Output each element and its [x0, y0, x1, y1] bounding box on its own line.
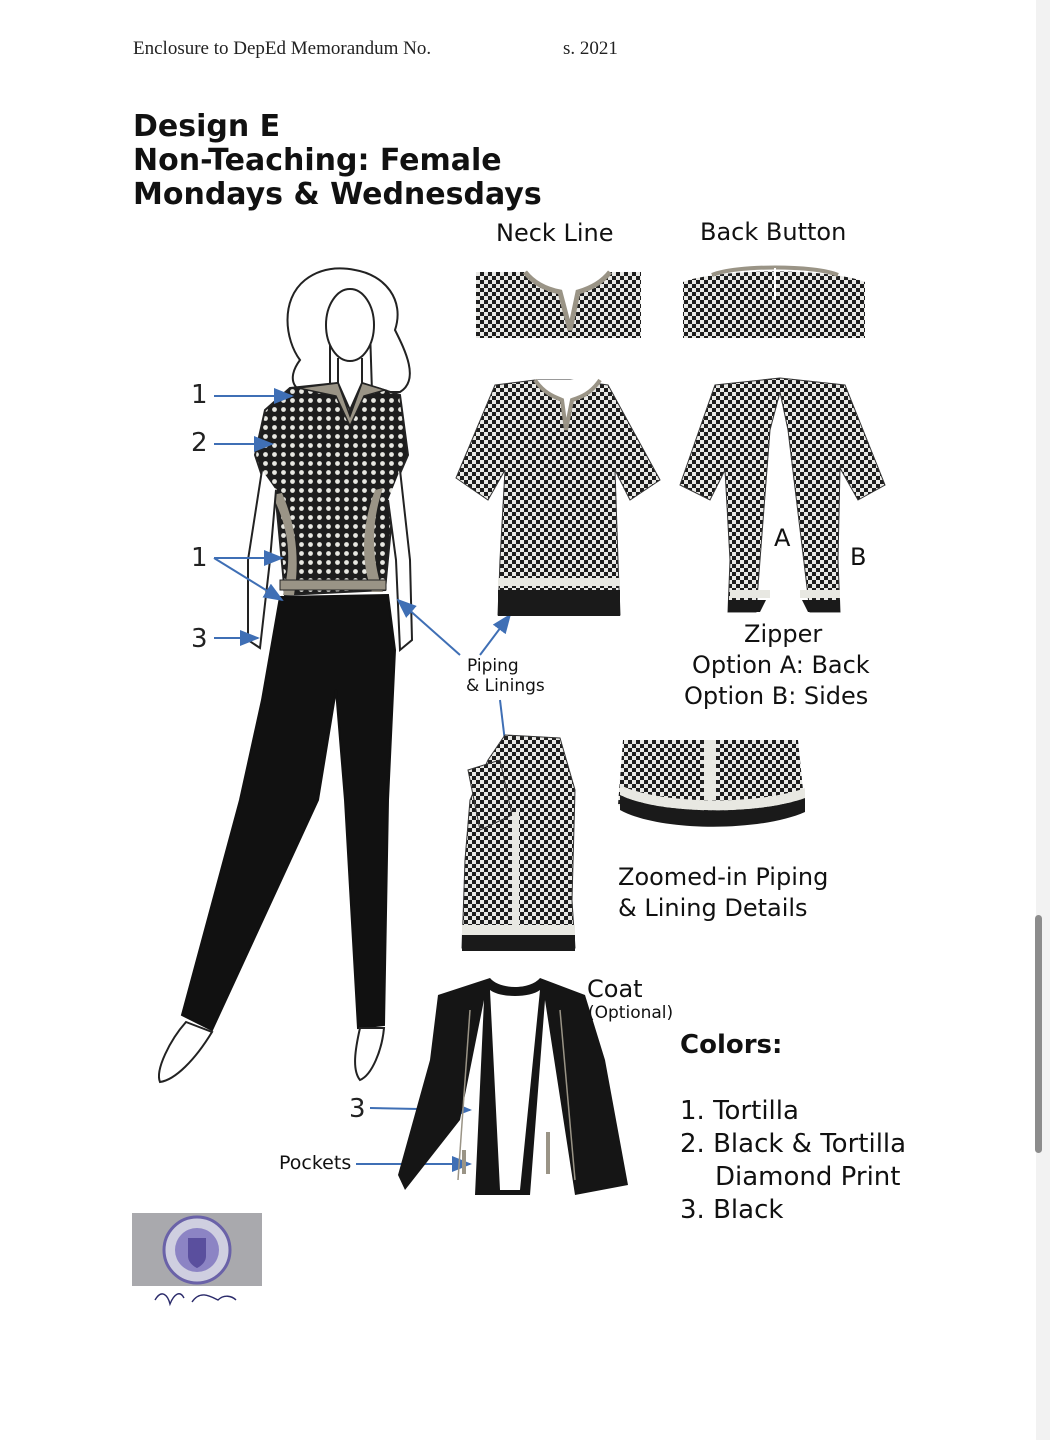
- enclosure-text: Enclosure to DepEd Memorandum No.: [133, 38, 432, 59]
- coat-optional-label: (Optional): [588, 1003, 674, 1023]
- neck-line-photo: [476, 262, 641, 338]
- color-item-2-cont: Diamond Print: [715, 1162, 901, 1192]
- zipper-option-b: Option B: Sides: [684, 682, 869, 710]
- signature: [155, 1294, 236, 1304]
- piping-label: Piping: [467, 656, 519, 676]
- colors-heading: Colors:: [680, 1030, 783, 1060]
- color-item-2: 2. Black & Tortilla: [680, 1129, 907, 1159]
- zoomed-lining-photo: [618, 740, 805, 827]
- side-blouse-photo: [462, 735, 575, 951]
- back-button-label: Back Button: [700, 218, 847, 246]
- color-item-1: 1. Tortilla: [680, 1096, 799, 1126]
- back-button-photo: [683, 268, 865, 339]
- callout-number-1b: 1: [191, 543, 208, 573]
- callout-number-3-coat: 3: [349, 1094, 366, 1124]
- callout-number-3: 3: [191, 624, 208, 654]
- title-category: Non-Teaching: Female: [133, 143, 502, 178]
- color-item-3: 3. Black: [680, 1195, 784, 1225]
- marker-a: A: [774, 524, 791, 552]
- marker-b: B: [850, 543, 867, 571]
- callout-number-2: 2: [191, 428, 208, 458]
- neck-line-label: Neck Line: [496, 219, 614, 247]
- linings-label: & Linings: [466, 676, 545, 696]
- callout-number-1: 1: [191, 380, 208, 410]
- pockets-label: Pockets: [279, 1152, 352, 1174]
- zoomed-label-2: & Lining Details: [618, 894, 808, 922]
- zipper-label: Zipper: [744, 620, 823, 648]
- title-design: Design E: [133, 109, 281, 144]
- front-blouse-photo: [456, 380, 660, 616]
- title-days: Mondays & Wednesdays: [133, 177, 542, 212]
- deped-seal-logo: [132, 1213, 262, 1286]
- zipper-option-a: Option A: Back: [692, 651, 870, 679]
- series-text: s. 2021: [563, 38, 618, 59]
- zoomed-label-1: Zoomed-in Piping: [618, 863, 829, 891]
- back-blouse-photo: [680, 378, 885, 612]
- coat-label: Coat: [587, 975, 643, 1003]
